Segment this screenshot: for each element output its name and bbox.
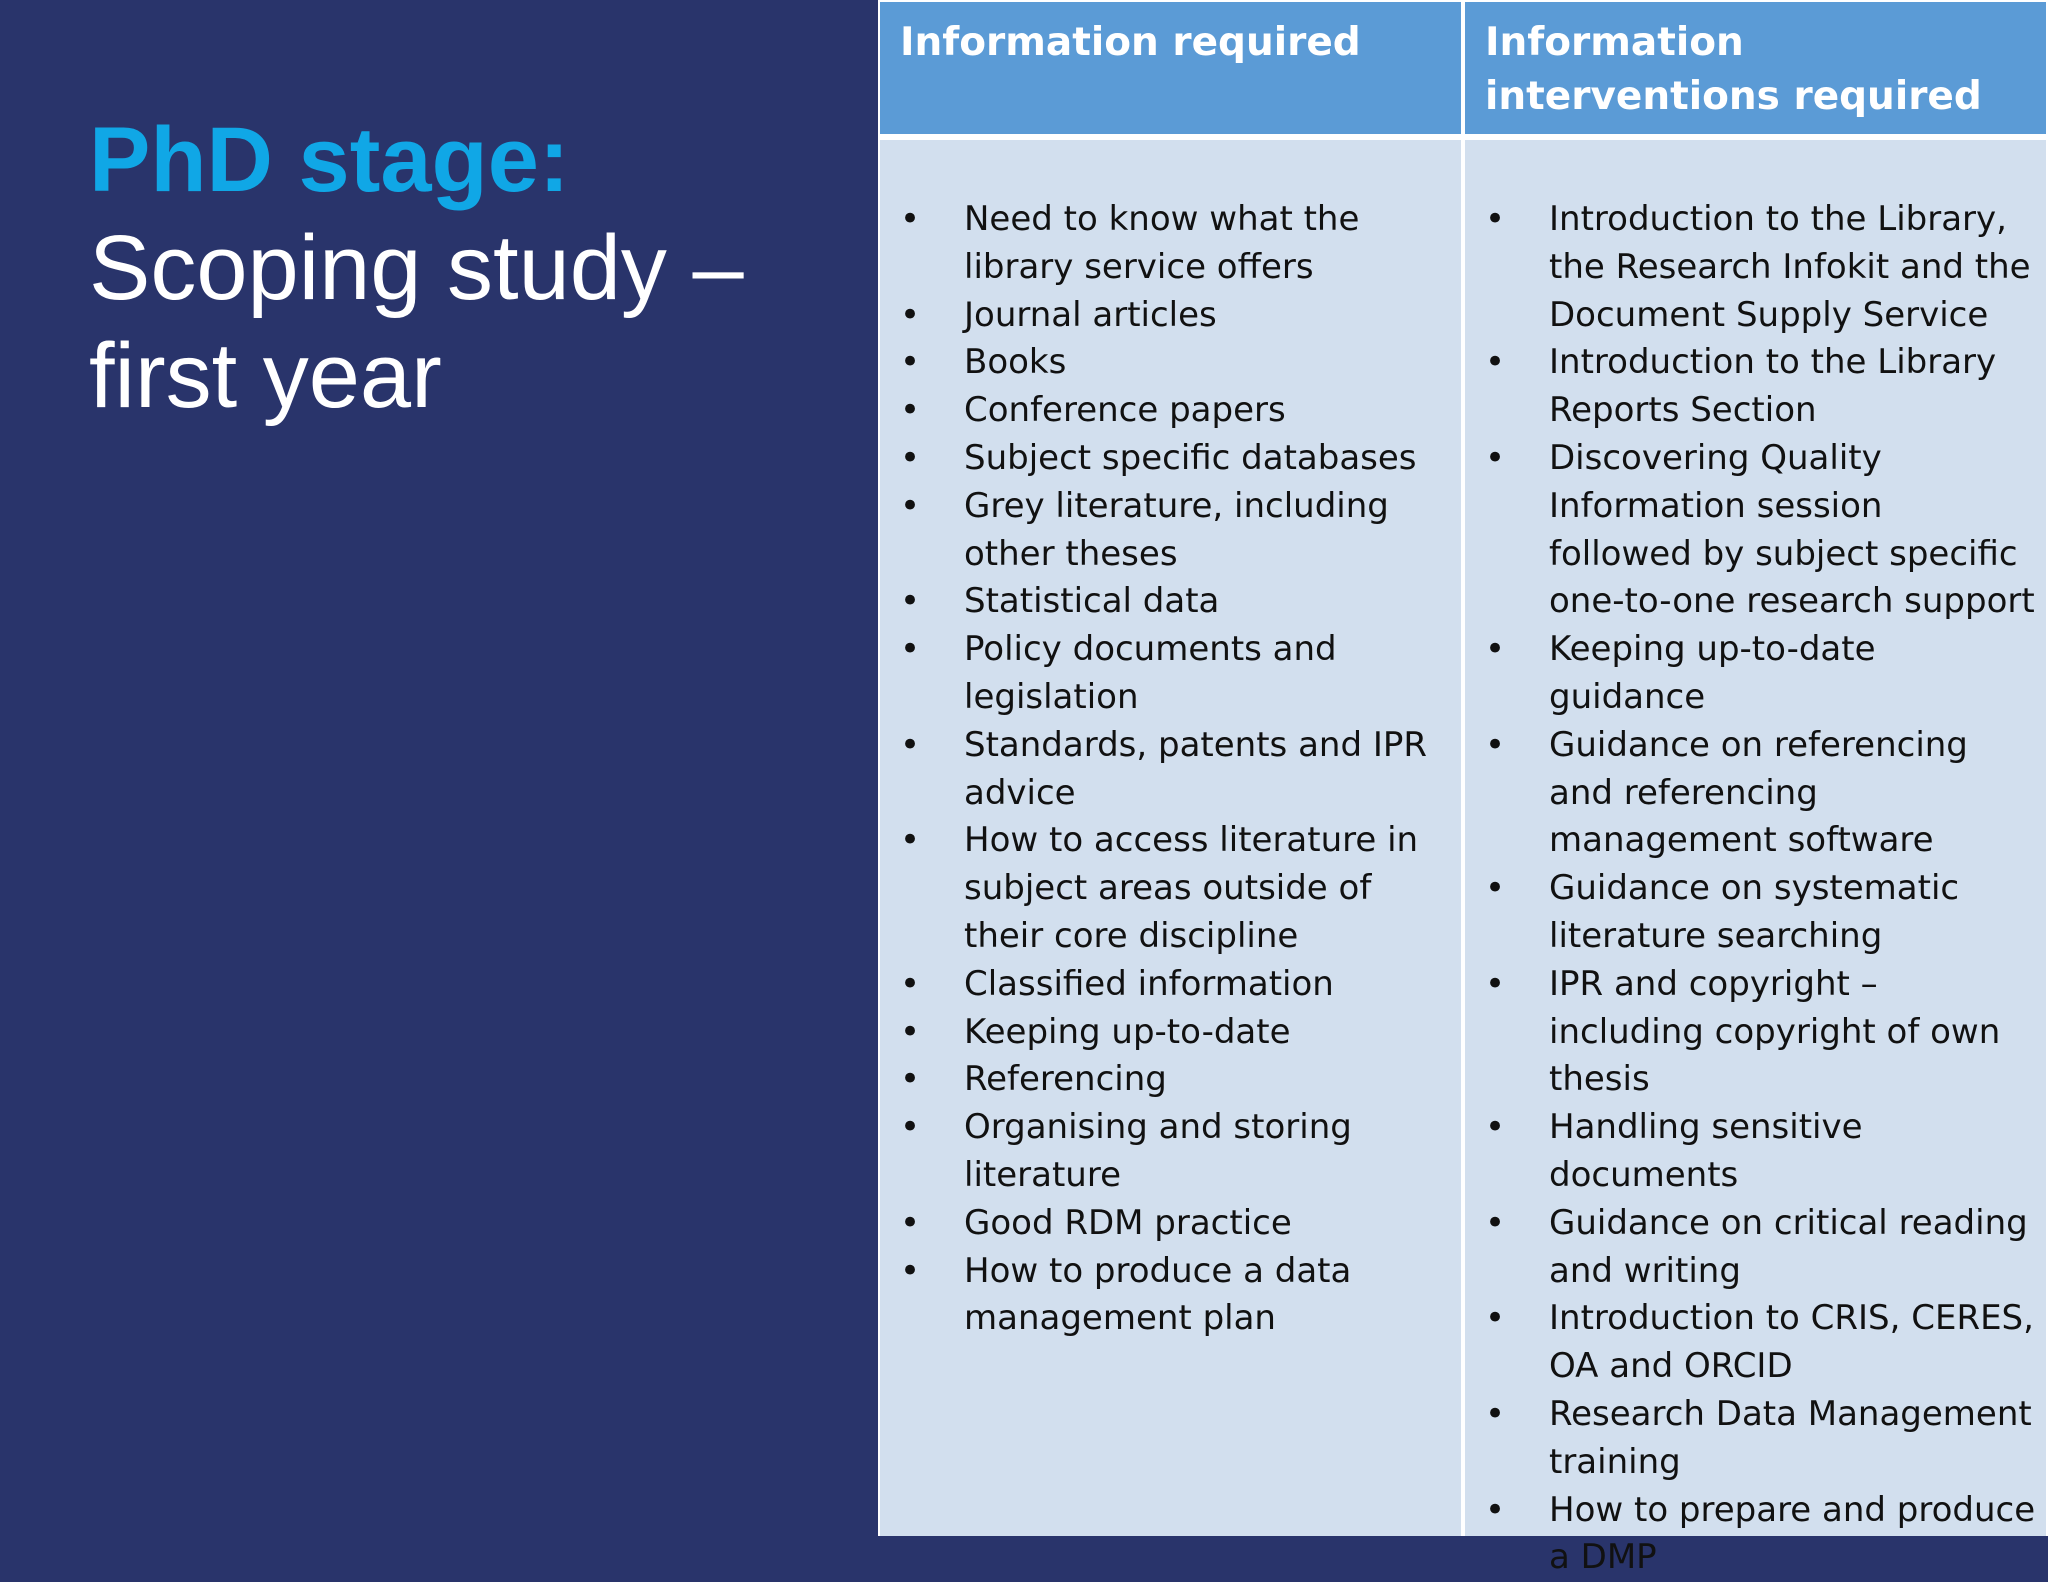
list-item: [900, 626, 1451, 722]
information-table: [878, 0, 2048, 1578]
bullet-icon: •: [900, 1107, 921, 1148]
list-item: [1485, 1295, 2036, 1391]
bullet-icon: •: [1485, 1298, 1506, 1339]
column-header: Information required: [880, 2, 1461, 134]
bullet-list: [1485, 196, 2036, 1582]
bullet-icon: •: [900, 342, 921, 383]
list-item-text: Keeping up-to-date guidance: [1549, 629, 1876, 717]
list-item-text: How to prepare and produce a DMP: [1549, 1489, 2036, 1578]
column-body: [1465, 140, 2046, 1578]
list-item-text: How to access literature in subject areas outside of their core discipline: [964, 820, 1419, 956]
list-item: [900, 722, 1451, 818]
list-item-text: Introduction to the Library Reports Section: [1549, 342, 1997, 431]
list-item: [1485, 1200, 2036, 1296]
bullet-icon: •: [1485, 629, 1506, 670]
bullet-icon: •: [900, 1011, 921, 1052]
list-item-text: Guidance on systematic literature searching: [1549, 868, 1960, 956]
bullet-icon: •: [900, 485, 921, 526]
list-item-text: IPR and copyright – including copyright of own thesis: [1549, 963, 2001, 1100]
bullet-icon: •: [900, 437, 921, 478]
list-item: [900, 292, 1451, 340]
list-item: [1485, 961, 2036, 1104]
list-item: [1485, 1487, 2036, 1582]
list-item: [1485, 865, 2036, 961]
list-item-text: Handling sensitive documents: [1549, 1107, 1863, 1195]
bullet-icon: •: [900, 199, 921, 239]
bullet-icon: •: [900, 724, 921, 765]
bullet-icon: •: [900, 1202, 921, 1243]
list-item: [900, 387, 1451, 435]
list-item-text: Introduction to the Library, the Research Infokit and the Document Supply Service: [1549, 199, 2031, 335]
list-item-text: Books: [964, 342, 1067, 383]
list-item: [900, 196, 1451, 292]
list-item: [900, 1200, 1451, 1248]
list-item: [900, 1056, 1451, 1104]
bullet-icon: •: [900, 963, 921, 1004]
list-item-text: Keeping up-to-date: [964, 1011, 1291, 1052]
list-item: [900, 483, 1451, 579]
list-item: [1485, 722, 2036, 865]
list-item-text: How to produce a data management plan: [964, 1250, 1352, 1339]
list-item-text: Journal articles: [964, 294, 1217, 335]
bullet-icon: •: [1485, 963, 1506, 1004]
title-panel: [0, 0, 878, 1536]
list-item: [1485, 626, 2036, 722]
column-body: [880, 140, 1461, 1536]
bullet-icon: •: [1485, 724, 1506, 765]
column-header: Information interventions required: [1465, 2, 2046, 134]
list-item-text: Introduction to CRIS, CERES, OA and ORCID: [1549, 1298, 2034, 1387]
slide-title-line-2: first year: [89, 325, 442, 427]
list-item-text: Organising and storing literature: [964, 1107, 1352, 1195]
list-item-text: Discovering Quality Information session followed by subject specific one-to-one research support: [1549, 437, 2035, 622]
bullet-icon: •: [1485, 199, 1506, 239]
list-item-text: Need to know what the library service offers: [964, 199, 1360, 287]
list-item: [900, 435, 1451, 483]
list-item: [900, 1104, 1451, 1200]
list-item: [900, 339, 1451, 387]
list-item-text: Good RDM practice: [964, 1202, 1292, 1243]
bullet-icon: •: [1485, 1393, 1506, 1434]
list-item-text: Statistical data: [964, 581, 1220, 622]
list-item-text: Policy documents and legislation: [964, 629, 1337, 717]
list-item: [900, 578, 1451, 626]
list-item: [1485, 339, 2036, 435]
list-item: [1485, 1104, 2036, 1200]
list-item: [1485, 1391, 2036, 1487]
bullet-icon: •: [900, 294, 921, 335]
bullet-icon: •: [1485, 1489, 1506, 1530]
list-item-text: Research Data Management training: [1549, 1393, 2032, 1482]
slide-title: [89, 106, 849, 430]
slide-title-line-1: Scoping study –: [89, 217, 744, 319]
bullet-icon: •: [1485, 342, 1506, 383]
list-item-text: Referencing: [964, 1059, 1167, 1100]
list-item: [900, 817, 1451, 960]
list-item: [900, 1248, 1451, 1344]
list-item-text: Guidance on referencing and referencing management software: [1549, 724, 1968, 861]
bullet-icon: •: [900, 820, 921, 861]
bullet-icon: •: [1485, 1202, 1506, 1243]
column-information-interventions: [1465, 0, 2046, 1578]
list-item: [900, 1009, 1451, 1057]
bullet-icon: •: [900, 581, 921, 622]
list-item-text: Subject specific databases: [964, 437, 1417, 478]
list-item-text: Guidance on critical reading and writing: [1549, 1202, 2028, 1291]
column-information-required: [880, 0, 1461, 1536]
bullet-icon: •: [900, 390, 921, 431]
list-item: [900, 961, 1451, 1009]
list-item: [1485, 435, 2036, 626]
bullet-icon: •: [1485, 1107, 1506, 1148]
slide-title-accent: PhD stage:: [89, 109, 570, 211]
list-item-text: Standards, patents and IPR advice: [964, 724, 1428, 813]
list-item-text: Conference papers: [964, 390, 1286, 431]
bullet-icon: •: [900, 1059, 921, 1100]
bullet-icon: •: [1485, 868, 1506, 909]
bullet-icon: •: [900, 629, 921, 670]
list-item-text: Grey literature, including other theses: [964, 485, 1389, 574]
list-item-text: Classified information: [964, 963, 1334, 1004]
list-item: [1485, 196, 2036, 339]
bullet-icon: •: [900, 1250, 921, 1291]
bullet-icon: •: [1485, 437, 1506, 478]
bullet-list: [900, 196, 1451, 1343]
